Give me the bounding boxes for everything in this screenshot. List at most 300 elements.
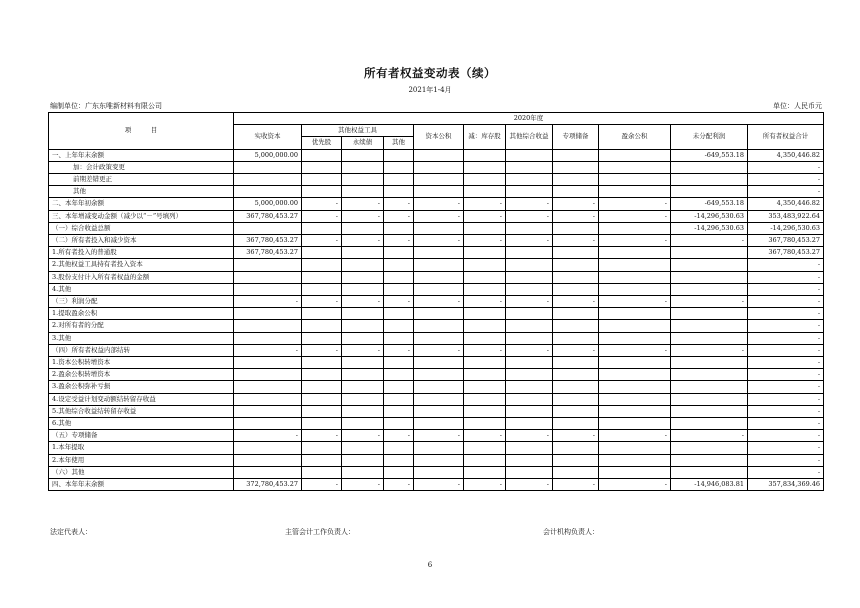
value-cell: - (748, 430, 824, 442)
value-cell (234, 466, 302, 478)
special-reserve-header: 专项储备 (553, 125, 599, 149)
value-cell (414, 186, 464, 198)
value-cell (599, 405, 671, 417)
value-cell: - (599, 344, 671, 356)
accounting-head-signature: 会计机构负责人： (543, 528, 599, 536)
value-cell: - (234, 344, 302, 356)
value-cell (384, 418, 414, 430)
value-cell (384, 320, 414, 332)
value-cell: - (748, 381, 824, 393)
value-cell (599, 247, 671, 259)
value-cell: - (553, 234, 599, 246)
value-cell (553, 454, 599, 466)
value-cell: - (748, 393, 824, 405)
value-cell (553, 186, 599, 198)
value-cell (506, 259, 553, 271)
value-cell (414, 320, 464, 332)
value-cell: - (384, 479, 414, 491)
value-cell (234, 332, 302, 344)
row-label: 4.其他 (49, 283, 234, 295)
value-cell (384, 173, 414, 185)
value-cell (414, 418, 464, 430)
value-cell (671, 442, 748, 454)
value-cell (553, 466, 599, 478)
value-cell (234, 454, 302, 466)
value-cell: - (302, 234, 342, 246)
value-cell (342, 161, 384, 173)
value-cell: 367,780,453.27 (234, 210, 302, 222)
value-cell (671, 259, 748, 271)
preferred-stock-header: 优先股 (302, 137, 342, 149)
value-cell (671, 405, 748, 417)
value-cell (671, 357, 748, 369)
value-cell (342, 320, 384, 332)
value-cell (671, 393, 748, 405)
page-number: 6 (427, 561, 433, 569)
value-cell: - (342, 234, 384, 246)
value-cell (384, 405, 414, 417)
row-label: 四、本年年末余额 (49, 479, 234, 491)
value-cell (506, 454, 553, 466)
value-cell (234, 357, 302, 369)
value-cell (464, 161, 506, 173)
value-cell: - (748, 173, 824, 185)
value-cell: -14,946,083.81 (671, 479, 748, 491)
retained-earnings-header: 未分配利润 (671, 125, 748, 149)
value-cell: - (671, 430, 748, 442)
value-cell: - (506, 430, 553, 442)
value-cell (464, 357, 506, 369)
value-cell (342, 332, 384, 344)
value-cell (464, 405, 506, 417)
value-cell (384, 454, 414, 466)
value-cell (234, 161, 302, 173)
value-cell: - (464, 198, 506, 210)
value-cell (302, 161, 342, 173)
value-cell (342, 308, 384, 320)
value-cell (384, 222, 414, 234)
value-cell: - (234, 430, 302, 442)
value-cell (384, 442, 414, 454)
value-cell: - (302, 430, 342, 442)
row-label: 2.盈余公积转增资本 (49, 369, 234, 381)
value-cell (342, 186, 384, 198)
value-cell (599, 381, 671, 393)
value-cell: - (748, 344, 824, 356)
value-cell (553, 369, 599, 381)
value-cell: - (464, 210, 506, 222)
value-cell (553, 259, 599, 271)
value-cell (384, 357, 414, 369)
row-label: （六）其他 (49, 466, 234, 478)
value-cell (464, 149, 506, 161)
value-cell (234, 369, 302, 381)
value-cell: - (414, 344, 464, 356)
value-cell (234, 320, 302, 332)
value-cell: 5,000,000.00 (234, 149, 302, 161)
table-row (49, 271, 824, 283)
value-cell (464, 186, 506, 198)
value-cell (671, 369, 748, 381)
value-cell (384, 283, 414, 295)
row-label: 3.其他 (49, 332, 234, 344)
value-cell (414, 466, 464, 478)
value-cell (342, 405, 384, 417)
value-cell (414, 259, 464, 271)
surplus-reserve-header: 盈余公积 (599, 125, 671, 149)
value-cell: - (384, 296, 414, 308)
value-cell: - (748, 466, 824, 478)
row-label: （五）专项储备 (49, 430, 234, 442)
paid-in-capital-header: 实收资本 (234, 125, 302, 149)
value-cell: - (748, 186, 824, 198)
value-cell (384, 259, 414, 271)
value-cell: -14,296,530.63 (748, 222, 824, 234)
year-header: 2020年度 (234, 113, 824, 125)
value-cell (671, 161, 748, 173)
value-cell (464, 222, 506, 234)
value-cell: - (671, 296, 748, 308)
value-cell: -14,296,530.63 (671, 210, 748, 222)
value-cell: - (234, 296, 302, 308)
value-cell: - (748, 418, 824, 430)
value-cell: - (748, 369, 824, 381)
value-cell (302, 405, 342, 417)
value-cell (234, 271, 302, 283)
row-label: 2.本年使用 (49, 454, 234, 466)
value-cell (671, 381, 748, 393)
row-label: 其他 (49, 186, 234, 198)
table-row (49, 161, 824, 173)
value-cell (464, 442, 506, 454)
value-cell (599, 442, 671, 454)
table-row (49, 222, 824, 234)
oci-header: 其他综合收益 (506, 125, 553, 149)
value-cell (599, 161, 671, 173)
table-row (49, 479, 824, 491)
value-cell (414, 357, 464, 369)
value-cell (414, 369, 464, 381)
value-cell (671, 454, 748, 466)
value-cell: - (414, 198, 464, 210)
table-row (49, 381, 824, 393)
value-cell (342, 442, 384, 454)
value-cell (342, 357, 384, 369)
row-label: 1.所有者投入的普通股 (49, 247, 234, 259)
row-label: 1.提取盈余公积 (49, 308, 234, 320)
row-label: 1.本年提取 (49, 442, 234, 454)
capital-reserve-header: 资本公积 (414, 125, 464, 149)
value-cell (553, 332, 599, 344)
value-cell (414, 222, 464, 234)
table-row (49, 320, 824, 332)
value-cell: - (464, 479, 506, 491)
value-cell (464, 466, 506, 478)
value-cell (302, 332, 342, 344)
table-row (49, 198, 824, 210)
value-cell (599, 283, 671, 295)
value-cell (464, 259, 506, 271)
value-cell (506, 186, 553, 198)
value-cell (599, 308, 671, 320)
value-cell (302, 418, 342, 430)
value-cell: - (748, 296, 824, 308)
value-cell (671, 320, 748, 332)
value-cell (506, 320, 553, 332)
value-cell: - (414, 430, 464, 442)
value-cell (234, 259, 302, 271)
value-cell: - (506, 234, 553, 246)
value-cell (464, 393, 506, 405)
row-label: 1.资本公积转增资本 (49, 357, 234, 369)
value-cell (234, 308, 302, 320)
value-cell (599, 466, 671, 478)
value-cell: - (553, 479, 599, 491)
value-cell (302, 393, 342, 405)
value-cell (414, 332, 464, 344)
value-cell (506, 369, 553, 381)
value-cell (414, 442, 464, 454)
value-cell (414, 454, 464, 466)
table-row (49, 296, 824, 308)
row-label: （三）利润分配 (49, 296, 234, 308)
value-cell (234, 418, 302, 430)
value-cell (234, 393, 302, 405)
value-cell (553, 418, 599, 430)
table-row (49, 186, 824, 198)
value-cell (342, 271, 384, 283)
value-cell: - (342, 296, 384, 308)
value-cell (553, 357, 599, 369)
value-cell (506, 418, 553, 430)
value-cell: - (302, 210, 342, 222)
value-cell (671, 247, 748, 259)
value-cell (414, 173, 464, 185)
value-cell (384, 271, 414, 283)
value-cell: - (342, 344, 384, 356)
value-cell: - (599, 234, 671, 246)
value-cell (464, 283, 506, 295)
value-cell (506, 283, 553, 295)
value-cell: - (671, 344, 748, 356)
value-cell (599, 259, 671, 271)
value-cell: - (748, 283, 824, 295)
value-cell: - (302, 296, 342, 308)
row-label: 加：会计政策变更 (49, 161, 234, 173)
value-cell: - (414, 296, 464, 308)
value-cell: - (384, 430, 414, 442)
value-cell: -14,296,530.63 (671, 222, 748, 234)
value-cell (464, 247, 506, 259)
value-cell: - (506, 296, 553, 308)
value-cell: - (553, 296, 599, 308)
value-cell (506, 381, 553, 393)
row-label: 2.对所有者的分配 (49, 320, 234, 332)
value-cell: - (414, 234, 464, 246)
perpetual-bond-header: 永续债 (342, 137, 384, 149)
value-cell: - (748, 320, 824, 332)
value-cell (599, 173, 671, 185)
value-cell (414, 283, 464, 295)
value-cell: 367,780,453.27 (234, 247, 302, 259)
value-cell: - (464, 296, 506, 308)
row-label: 3.盈余公积弥补亏损 (49, 381, 234, 393)
value-cell: - (384, 344, 414, 356)
value-cell: 367,780,453.27 (748, 247, 824, 259)
value-cell: 353,483,922.64 (748, 210, 824, 222)
value-cell (599, 454, 671, 466)
value-cell: - (464, 430, 506, 442)
total-equity-header: 所有者权益合计 (748, 125, 824, 149)
value-cell (342, 259, 384, 271)
value-cell (553, 149, 599, 161)
value-cell (506, 405, 553, 417)
value-cell (234, 405, 302, 417)
row-label: 4.设定受益计划变动额结转留存收益 (49, 393, 234, 405)
value-cell (302, 186, 342, 198)
value-cell (414, 381, 464, 393)
table-row (49, 149, 824, 161)
table-row (49, 259, 824, 271)
row-label: 前期差错更正 (49, 173, 234, 185)
value-cell (506, 271, 553, 283)
value-cell (342, 222, 384, 234)
value-cell (671, 186, 748, 198)
value-cell (302, 454, 342, 466)
value-cell (384, 161, 414, 173)
value-cell (414, 149, 464, 161)
value-cell: - (553, 210, 599, 222)
value-cell: -649,553.18 (671, 149, 748, 161)
value-cell: - (342, 198, 384, 210)
value-cell: - (599, 479, 671, 491)
value-cell (464, 271, 506, 283)
value-cell: - (464, 234, 506, 246)
value-cell (342, 418, 384, 430)
value-cell (464, 454, 506, 466)
treasury-stock-header: 减：库存股 (464, 125, 506, 149)
value-cell (302, 222, 342, 234)
row-label: （二）所有者投入和减少资本 (49, 234, 234, 246)
value-cell (506, 332, 553, 344)
table-row (49, 454, 824, 466)
value-cell (384, 332, 414, 344)
value-cell: - (302, 198, 342, 210)
table-row (49, 405, 824, 417)
value-cell (302, 381, 342, 393)
value-cell (342, 454, 384, 466)
value-cell (599, 222, 671, 234)
chief-accountant-signature: 主管会计工作负责人： (285, 528, 355, 536)
value-cell: - (748, 357, 824, 369)
value-cell (553, 381, 599, 393)
value-cell (414, 393, 464, 405)
value-cell (599, 418, 671, 430)
value-cell (384, 149, 414, 161)
value-cell (464, 332, 506, 344)
value-cell: - (342, 210, 384, 222)
value-cell: - (599, 430, 671, 442)
value-cell (553, 161, 599, 173)
value-cell (553, 173, 599, 185)
value-cell (234, 442, 302, 454)
value-cell: - (506, 479, 553, 491)
value-cell (384, 381, 414, 393)
value-cell (506, 466, 553, 478)
value-cell (671, 283, 748, 295)
value-cell (553, 442, 599, 454)
value-cell (553, 308, 599, 320)
table-row (49, 283, 824, 295)
value-cell (342, 247, 384, 259)
value-cell: - (748, 454, 824, 466)
value-cell (553, 271, 599, 283)
value-cell (302, 259, 342, 271)
value-cell (464, 308, 506, 320)
value-cell (671, 271, 748, 283)
row-label: 一、上年年末余额 (49, 149, 234, 161)
value-cell (342, 381, 384, 393)
value-cell (414, 161, 464, 173)
value-cell (302, 466, 342, 478)
value-cell: - (553, 198, 599, 210)
value-cell (414, 271, 464, 283)
value-cell (302, 320, 342, 332)
row-label: （四）所有者权益内部结转 (49, 344, 234, 356)
value-cell (671, 466, 748, 478)
value-cell (342, 393, 384, 405)
value-cell: - (599, 198, 671, 210)
value-cell (671, 308, 748, 320)
value-cell (553, 222, 599, 234)
table-row (49, 466, 824, 478)
value-cell (506, 161, 553, 173)
value-cell (599, 186, 671, 198)
table-row (49, 210, 824, 222)
value-cell (671, 418, 748, 430)
value-cell (234, 283, 302, 295)
value-cell: - (384, 234, 414, 246)
value-cell: - (414, 479, 464, 491)
equity-change-table (48, 112, 824, 491)
value-cell: - (384, 210, 414, 222)
value-cell: - (553, 430, 599, 442)
value-cell: - (302, 344, 342, 356)
value-cell (302, 149, 342, 161)
value-cell (234, 381, 302, 393)
value-cell: - (302, 479, 342, 491)
value-cell (234, 186, 302, 198)
statement-title: 所有者权益变动表（续） (364, 66, 496, 80)
row-label: （一）综合收益总额 (49, 222, 234, 234)
value-cell (342, 369, 384, 381)
item-header: 项 目 (49, 113, 234, 150)
value-cell (234, 173, 302, 185)
value-cell (599, 320, 671, 332)
value-cell: - (748, 161, 824, 173)
value-cell (342, 173, 384, 185)
value-cell (414, 308, 464, 320)
row-label: 三、本年增减变动金额（减少以“－”号填列） (49, 210, 234, 222)
value-cell: - (748, 405, 824, 417)
value-cell (599, 271, 671, 283)
value-cell (384, 393, 414, 405)
value-cell: - (748, 332, 824, 344)
other-instrument-header: 其他 (384, 137, 414, 149)
value-cell (302, 271, 342, 283)
value-cell: - (748, 271, 824, 283)
value-cell (342, 149, 384, 161)
